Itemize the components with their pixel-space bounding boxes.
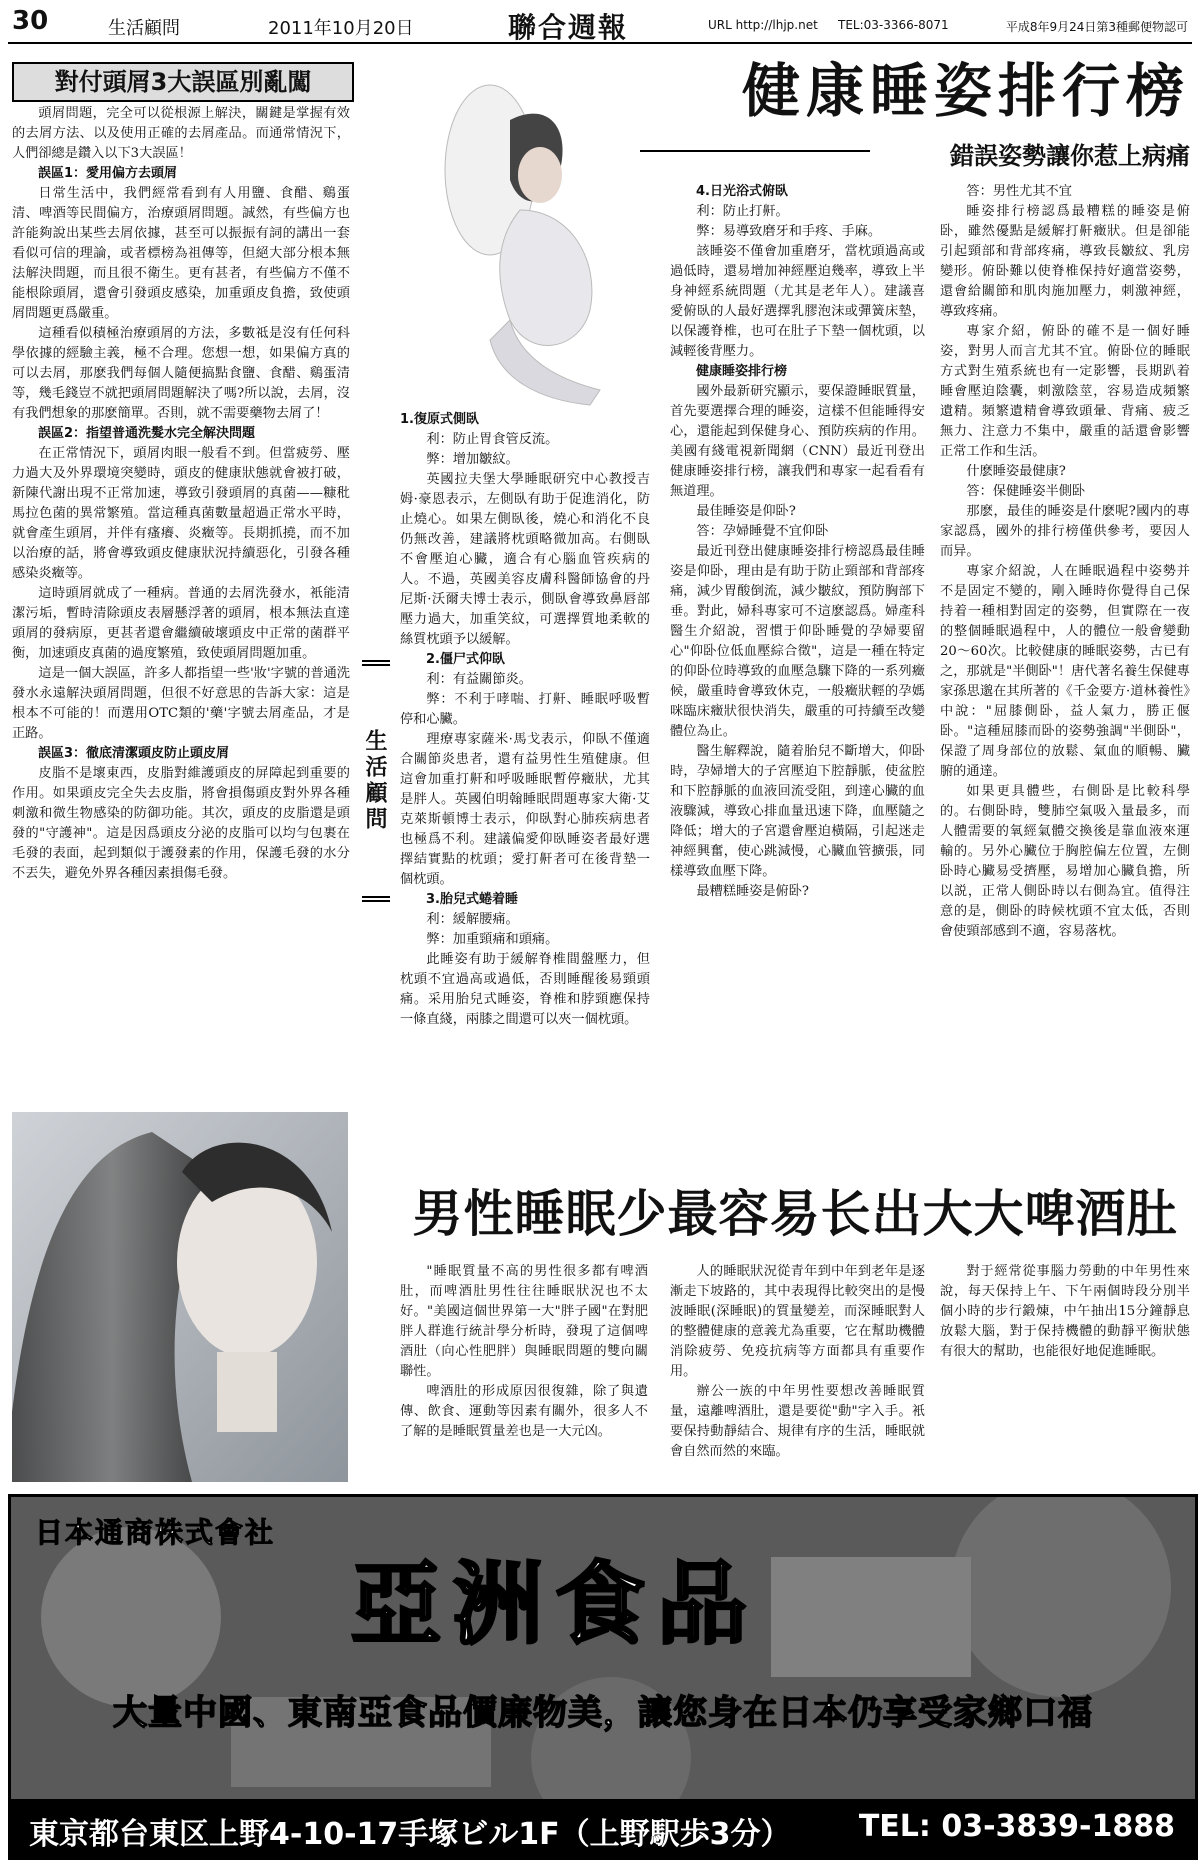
article-subheading: 健康睡姿排行榜 bbox=[696, 364, 788, 379]
postal-permit: 平成8年9月24日第3種郵便物認可 bbox=[1005, 20, 1188, 34]
site-url: URL http://lhjp.net bbox=[708, 18, 818, 32]
article-paragraph: 利：防止胃食管反流。 bbox=[426, 432, 559, 447]
article-paragraph: 頭屑問題，完全可以從根源上解決，關鍵是掌握有效的去屑方法、以及使用正確的去屑產品。而通常情況下，人們卻總是鑽入以下3大誤區！ bbox=[12, 106, 350, 161]
article-subheading: 誤區1：愛用偏方去頭屑 bbox=[38, 166, 178, 181]
beer-belly-article-title: 男性睡眠少最容易长出大大啤酒肚 bbox=[412, 1185, 1178, 1243]
article-paragraph: 這時頭屑就成了一種病。普通的去屑洗發水，衹能清潔污垢，暫時清除頭皮表層懸浮著的頭屑，根本無法直達頭屑的發病原，更甚者還會繼續破壞頭皮中正常的菌群平衡，加速頭皮真菌的過度繁殖，致使頭屑問題加重。 bbox=[12, 586, 350, 661]
article-paragraph: 人的睡眠狀況從青年到中年到老年是逐漸走下坡路的，其中表現得比較突出的是慢波睡眠(深睡眠)的質量變差，而深睡眠對人的整體健康的意義尤為重要，它在幫助機體消除疲勞、免疫抗病等方面都具有重要作用。 bbox=[670, 1264, 925, 1379]
ad-telephone: TEL: 03-3839-1888 bbox=[858, 1809, 1175, 1844]
article-paragraph: 此睡姿有助于緩解脊椎間盤壓力，但枕頭不宜過高或過低，否則睡醒後易頸頭痛。采用胎兒式睡姿，脊椎和脖頸應保持一條直綫，兩膝之間還可以夾一個枕頭。 bbox=[400, 952, 650, 1027]
section-side-tag: 生活顧問 bbox=[362, 660, 390, 902]
masthead: 聯合週報 bbox=[508, 11, 629, 44]
page-number: 30 bbox=[12, 6, 49, 36]
article-question: 最佳睡姿是仰卧? bbox=[696, 504, 796, 519]
article-paragraph: 那麽，最佳的睡姿是什麽呢?國内的專家認爲，國外的排行榜僅供參考，要因人而异。 bbox=[940, 504, 1190, 559]
article-subheading: 3.胎兒式蜷着睡 bbox=[426, 892, 518, 907]
hair-model-photo bbox=[12, 1112, 348, 1482]
article-subheading: 2.僵尸式仰臥 bbox=[426, 652, 505, 667]
article-paragraph: 弊：易導致磨牙和手疼、手麻。 bbox=[696, 224, 882, 239]
article-paragraph: 對于經常從事腦力勞動的中年男性來說，每天保持上午、下午兩個時段分別半個小時的步行鍛煉，中午抽出15分鐘靜息放鬆大腦，對于保持機體的動靜平衡狀態有很大的幫助，也能很好地促進睡眠。 bbox=[940, 1264, 1190, 1359]
ad-company-name: 日本通商株式會社 bbox=[35, 1516, 276, 1549]
article-paragraph: 專家介紹，俯卧的確不是一個好睡姿，對男人而言尤其不宜。俯卧位的睡眠方式對生殖系統也有一定影響，長期趴着睡會壓迫陰囊，刺激陰莖，容易造成頻繁遺精。頻繁遺精會導致頭暈、背痛、疲乏無力、注意力不集中，嚴重的話還會影響正常工作和生活。 bbox=[940, 324, 1190, 459]
issue-date: 2011年10月20日 bbox=[268, 18, 414, 39]
article-paragraph: 這是一個大誤區，許多人都指望一些'妝'字號的普通洗發水永遠解決頭屑問題，但很不好意思的告訴大家：這是根本不可能的！而選用OTC類的'藥'字號去屑產品，才是正路。 bbox=[12, 666, 350, 741]
section-name: 生活顧問 bbox=[108, 18, 180, 39]
article-answer: 答：保健睡姿半側卧 bbox=[966, 484, 1086, 499]
article-paragraph: 利：有益關節炎。 bbox=[426, 672, 532, 687]
article-paragraph: "睡眠質量不高的男性很多都有啤酒肚，而啤酒肚男性往往睡眠狀況也不太好。"美國這個世界第一大"胖子國"在對肥胖人群進行統計學分析時，發現了這個啤酒肚（向心性肥胖）與睡眠問題的雙向關聯性。 bbox=[400, 1264, 648, 1379]
beer-column-3 bbox=[940, 1262, 1190, 1482]
article-paragraph: 日常生活中，我們經常看到有人用鹽、食醋、鷄蛋清、啤酒等民間偏方，治療頭屑問題。誠然，有些偏方也許能夠說出某些去屑依據，甚至可以振振有詞的講出一套看似可信的理論，或者標榜為祖傳等，但絕大部分根本無法解決問題，而且很不衛生。更有甚者，有些偏方不僅不能根除頭屑，還會引發頭皮感染，加重頭皮負擔，致使頭屑問題更爲嚴重。 bbox=[12, 186, 350, 321]
article-paragraph: 弊：不利于哮喘、打鼾、睡眠呼吸暫停和心臟。 bbox=[400, 692, 650, 727]
sleep-column-1 bbox=[400, 410, 650, 1170]
article-question: 什麽睡姿最健康? bbox=[966, 464, 1066, 479]
article-subheading: 誤區2：指望普通洗髮水完全解決問題 bbox=[38, 426, 256, 441]
article-paragraph: 醫生解釋說，隨着胎兒不斷增大，仰卧時，孕婦增大的子宮壓迫下腔靜脈，使盆腔和下腔靜脈的血液回流受阻，到達心臟的血液驟減，導致心排血量迅速下降，血壓隨之降低；增大的子宮還會壓迫橫隔，引起迷走神經興奮，使心跳減慢，心臟血管擴張，同樣導致血壓下降。 bbox=[670, 744, 925, 879]
article-answer: 答：孕婦睡覺不宜仰卧 bbox=[696, 524, 829, 539]
article-paragraph: 國外最新研究顯示，要保證睡眠質量，首先要選擇合理的睡姿，這樣不但能睡得安心，還能起到保健身心、預防疾病的作用。美國有綫電視新聞網（CNN）最近刊登出健康睡姿排行榜，讓我們和專家一起看看有無道理。 bbox=[670, 384, 925, 499]
article-paragraph: 在正常情況下，頭屑肉眼一般看不到。但當疲勞、壓力過大及外界環境突變時，頭皮的健康狀態就會被打破，新陳代謝出現不正常加速，導致引發頭屑的真菌——糠秕馬拉色菌的異常繁殖。當這種真菌數量超過正常水平時，就會產生頭屑，并伴有瘙癢、炎癥等。長期抓撓，而不加以治療的話，將會導致頭皮健康狀況持續惡化，引發各種感染炎癥等。 bbox=[12, 446, 350, 581]
ad-tagline: 大量中國、東南亞食品價廉物美，讓您身在日本仍享受家鄉口福 bbox=[113, 1693, 1093, 1733]
article-paragraph: 弊：加重頸痛和頭痛。 bbox=[426, 932, 559, 947]
dandruff-article-title: 對付頭屑3大誤區別亂闖 bbox=[12, 62, 354, 102]
article-paragraph: 如果更具體些，右側卧是比較科學的。右側卧時，雙肺空氣吸入量最多，而人體需要的氧經氣體交換後是靠血液來運輸的。另外心臟位于胸腔偏左位置，左側卧時心臟易受擠壓，易增加心臟負擔，所以説，正常人側卧時以右側為宜。值得注意的是，側卧的時候枕頭不宜太低，否則會使頸部感到不適，容易落枕。 bbox=[940, 784, 1190, 939]
page-header bbox=[8, 6, 1192, 44]
article-paragraph: 理療專家薩米·馬戈表示，仰臥不僅適合關節炎患者，還有益男性生殖健康。但這會加重打鼾和呼吸睡眠暫停癥狀，尤其是胖人。英國伯明翰睡眠問題專家大衛·艾克萊斯頓博士表示，仰臥對心肺疾病患者也極爲不利。建議偏愛仰臥睡姿者最好選擇結實點的枕頭；愛打鼾者可在後背墊一個枕頭。 bbox=[400, 732, 650, 887]
article-paragraph: 利：防止打鼾。 bbox=[696, 204, 789, 219]
article-paragraph: 該睡姿不僅會加重磨牙，當枕頭過高或過低時，還易增加神經壓迫幾率，導致上半身神經系統問題（尤其是老年人）。建議喜愛俯臥的人最好選擇乳膠泡沫或彈簧床墊，以保護脊椎，也可在肚子下墊一個枕頭，以減輕後背壓力。 bbox=[670, 244, 925, 359]
article-paragraph: 專家介紹說，人在睡眠過程中姿勢并不是固定不變的，剛入睡時你覺得自己保持着一種相對固定的姿勢，但實際在一夜的整個睡眠過程中，人的體位一般會變動20～60次。比較健康的睡眠姿勢，古已有之，那就是"半側卧"！唐代著名養生保健專家孫思邈在其所著的《千金要方·道林養性》中說："屈膝側卧，益人氣力，勝正偃卧。"這種屈膝而卧的姿勢強調"半側卧"，保證了周身部位的放鬆、氣血的順暢、臟腑的通達。 bbox=[940, 564, 1190, 779]
article-paragraph: 最近刊登出健康睡姿排行榜認爲最佳睡姿是仰卧，理由是有助于防止頸部和背部疼痛，減少胃酸倒流，減少皺紋，預防胸部下垂。對此，婦科專家可不這麽認爲。婦產科醫生介紹說，習慣于仰卧睡覺的孕婦要留心"仰卧位低血壓綜合徵"，這是一種在特定的仰卧位時導致的血壓急驟下降的一系列癥候，嚴重時會導致休克，一般癥狀輕的孕媽咪臨床癥狀很快消失，嚴重的可持續至改變體位為止。 bbox=[670, 544, 925, 739]
asia-food-advertisement bbox=[8, 1494, 1198, 1860]
article-paragraph: 辦公一族的中年男性要想改善睡眠質量，遠離啤酒肚，還是要從"動"字入手。衹要保持動靜結合、規律有序的生活，睡眠就會自然而然的來臨。 bbox=[670, 1384, 925, 1459]
sleep-column-2 bbox=[670, 182, 925, 1172]
article-subheading: 誤區3：徹底清潔頭皮防止頭皮屑 bbox=[38, 746, 230, 761]
ad-address: 東京都台東区上野4-10-17手塚ビル1F（上野駅歩3分） bbox=[29, 1817, 791, 1852]
article-paragraph: 睡姿排行榜認爲最糟糕的睡姿是俯卧，雖然優點是緩解打鼾癥狀。但是卻能引起頸部和背部疼痛，導致長皺紋、乳房變形。俯卧難以使脊椎保持好適當姿勢，還會給關節和肌肉施加壓力，刺激神經，導致疼痛。 bbox=[940, 204, 1190, 319]
ad-store-name: 亞洲食品 bbox=[351, 1552, 759, 1657]
article-subheading: 1.復原式側臥 bbox=[400, 412, 479, 427]
article-paragraph: 啤酒肚的形成原因很復雜，除了與遺傳、飲食、運動等因素有關外，很多人不了解的是睡眠質量差也是一大元凶。 bbox=[400, 1384, 648, 1439]
dandruff-article-body bbox=[12, 104, 350, 1104]
article-paragraph: 英國拉夫堡大學睡眠研究中心教授吉姆·豪恩表示，左側臥有助于促進消化，防止燒心。如果左側臥後，燒心和消化不良仍無改善，建議將枕頭略微加高。右側臥不會壓迫心臟，適合有心腦血管疾病的人。不過，英國美容皮膚科醫師協會的丹尼斯·沃爾夫博士表示，側臥會導致鼻唇部壓力過大，加重笑紋，可選擇質地柔軟的絲質枕頭予以緩解。 bbox=[400, 472, 650, 647]
article-paragraph: 利：緩解腰痛。 bbox=[426, 912, 519, 927]
article-question: 最糟糕睡姿是俯卧? bbox=[696, 884, 809, 899]
article-paragraph: 這種看似積極治療頭屑的方法，多數祗是沒有任何科學依據的經驗主義，極不合理。您想一想，如果偏方真的可以去屑，那麽我們每個人隨便搞點食鹽、食醋、鷄蛋清等，幾毛錢豈不就把頭屑問題解決了嗎?所以說，去屑，沒有我們想象的那麽簡單。否則，就不需要藥物去屑了！ bbox=[12, 326, 350, 421]
sleep-article-title: 健康睡姿排行榜 bbox=[741, 57, 1190, 125]
article-paragraph: 皮脂不是壞東西，皮脂對維護頭皮的屏障起到重要的作用。如果頭皮完全失去皮脂，將會損傷頭皮對外界各種刺激和微生物感染的防御功能。其次，頭皮的皮脂還是頭發的"守護神"。這是因爲頭皮分泌的皮脂可以均勻包裹在毛發的表面，起到類似于護發素的作用，保護毛發的水分不丟失，避免外界各種因素損傷毛發。 bbox=[12, 766, 350, 881]
article-paragraph: 弊：增加皺紋。 bbox=[426, 452, 519, 467]
beer-column-1 bbox=[400, 1262, 648, 1482]
beer-column-2 bbox=[670, 1262, 925, 1482]
header-tel: TEL:03-3366-8071 bbox=[838, 18, 949, 32]
sleep-column-3 bbox=[940, 182, 1190, 1172]
article-subheading: 4.日光浴式俯臥 bbox=[696, 184, 788, 199]
sleep-article-subtitle: 錯誤姿勢讓你惹上病痛 bbox=[950, 142, 1190, 170]
article-answer: 答：男性尤其不宜 bbox=[966, 184, 1072, 199]
